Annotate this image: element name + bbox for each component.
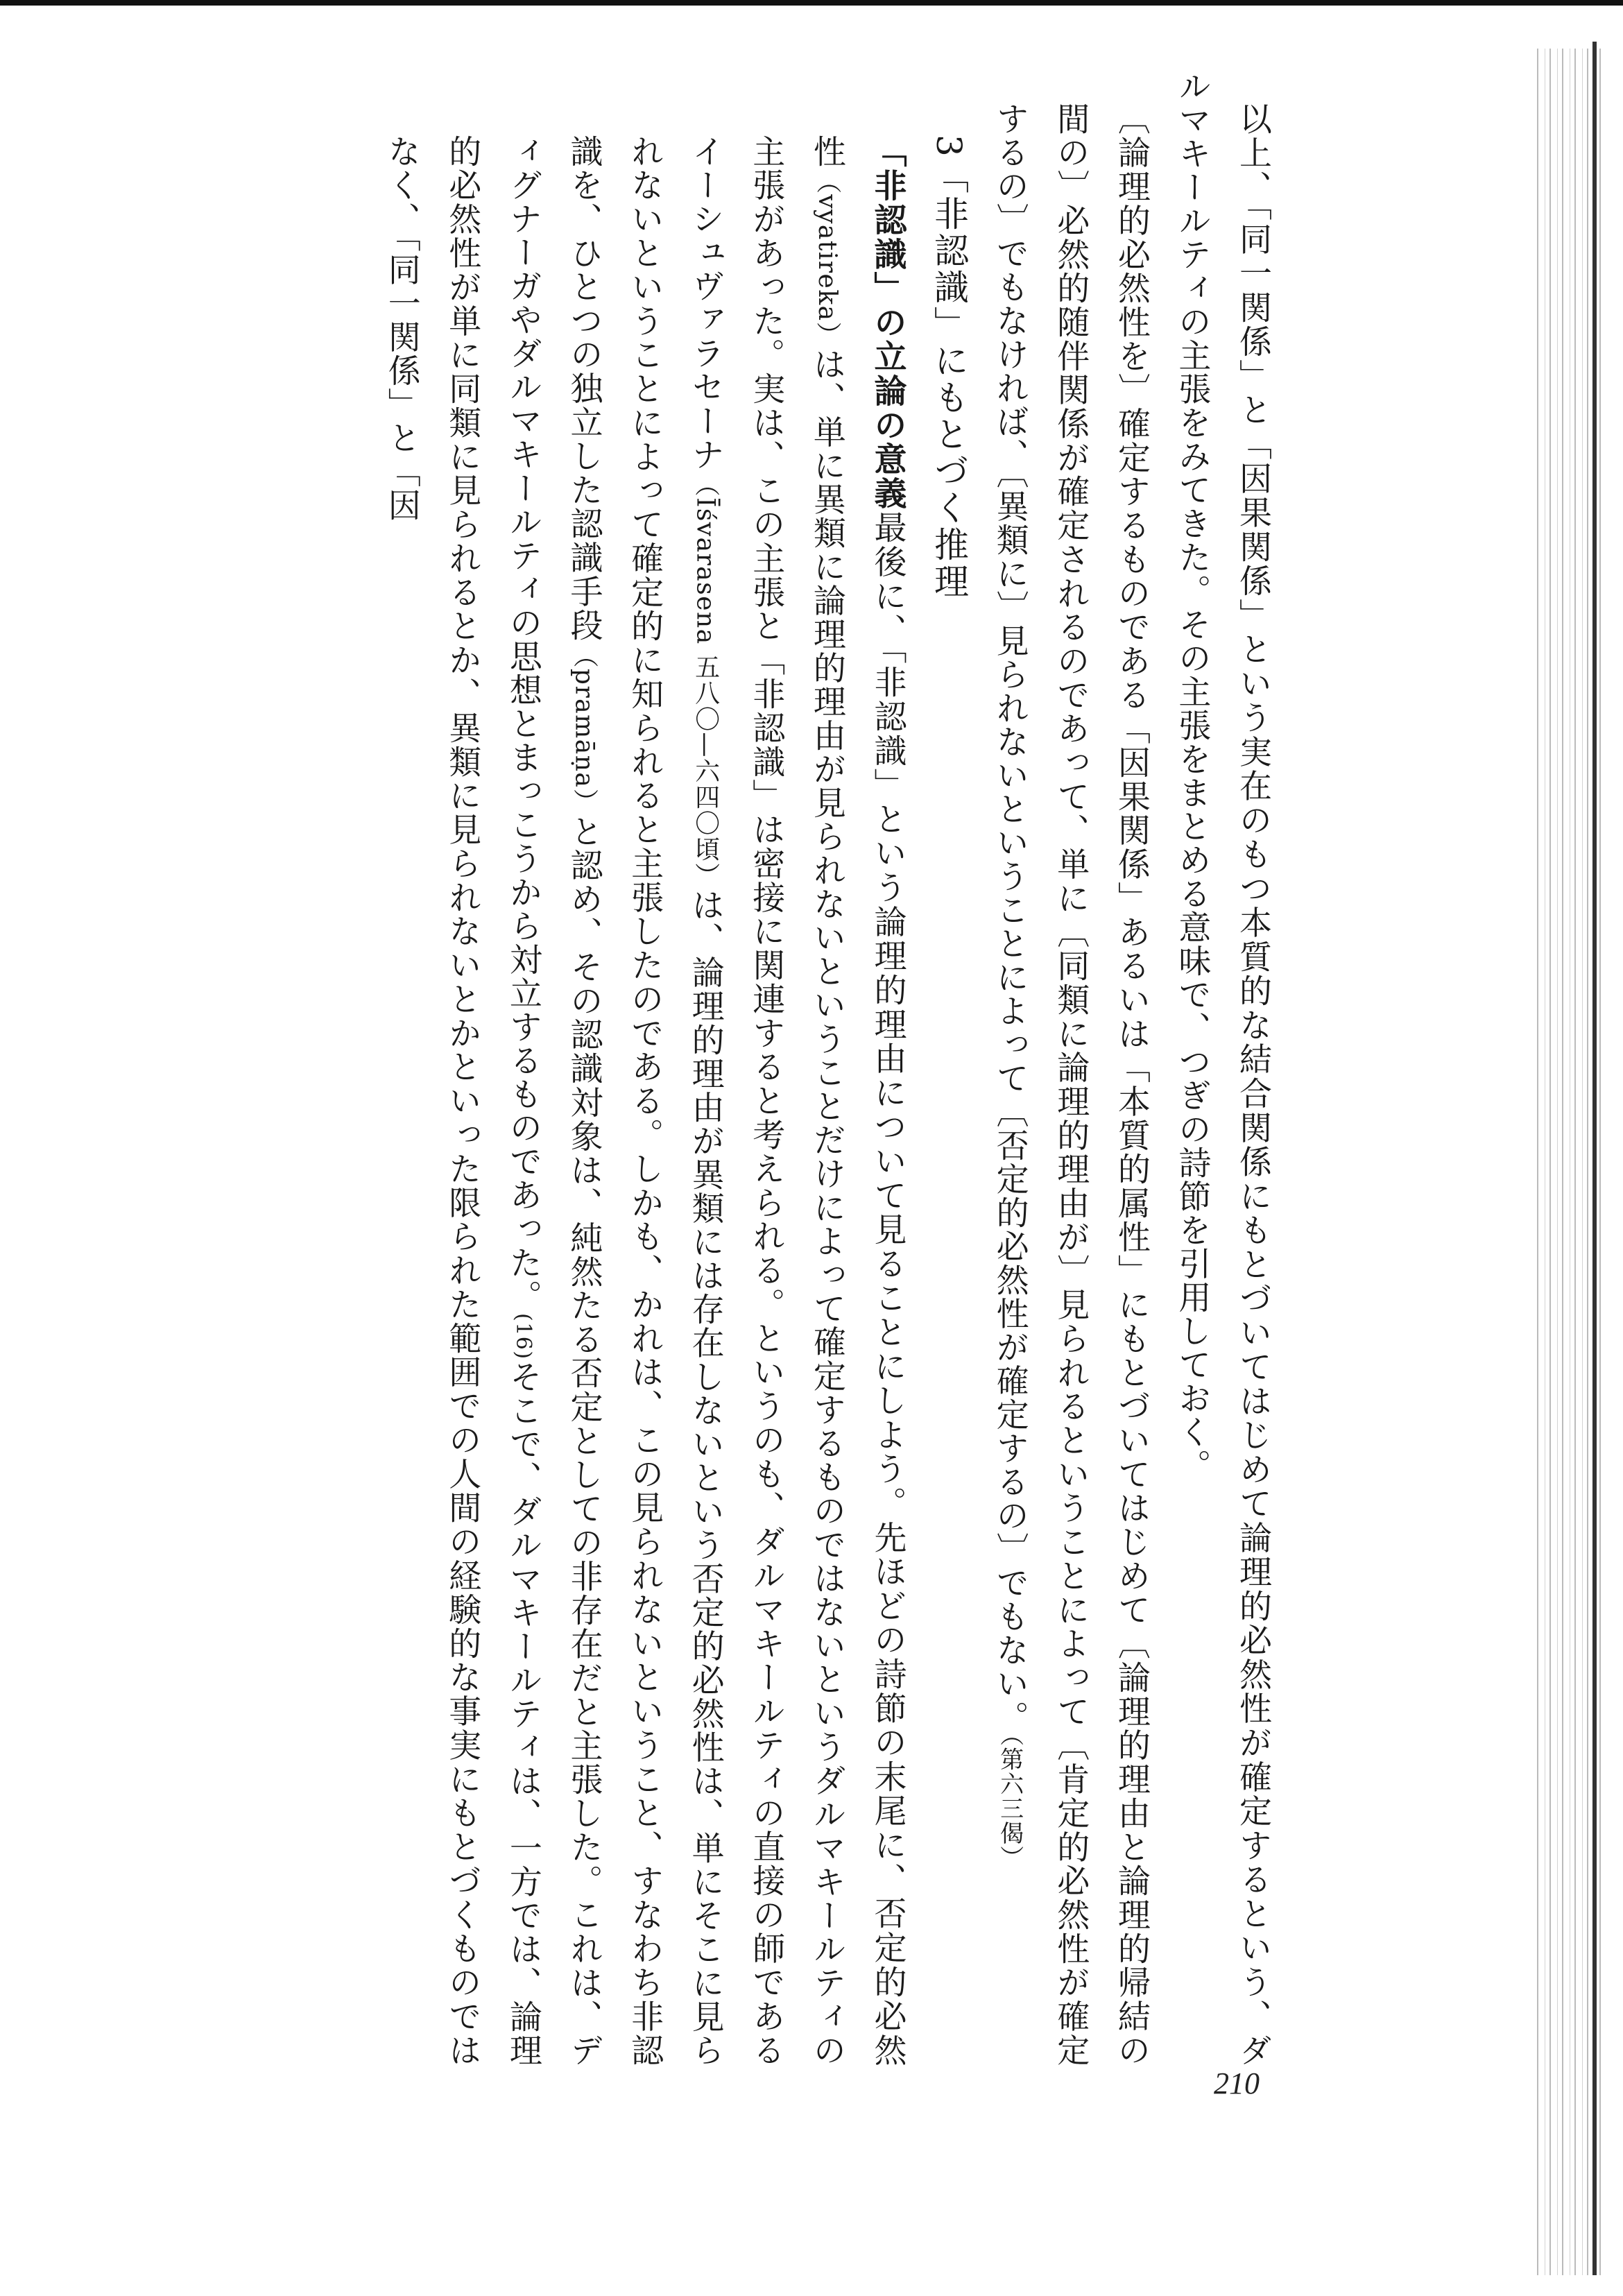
paragraph-text-a: 最後に、「非認識」という論理的理由について見ることにしよう。先ほどの詩節の末尾に、否定的必然性	[807, 135, 907, 2068]
page-body	[371, 69, 1283, 2067]
verse-quotation-text	[979, 102, 1162, 2067]
paragraph-intro-text: 以上、「同一関係」と「因果関係」という実在のもつ本質的な結合関係にもとづいてはじめて論理的必然性が確定するという、ダルマキールティの主張をみてきた。その主張をまとめる意味で、つぎの詩節を引用しておく。	[1173, 69, 1272, 2067]
paragraph-text-d: と認め、その認識対象は、純然たる否定としての非存在だと主張した。これは、ディグナーガやダルマキールティの思想とまっこうから対立するものであった。	[504, 135, 603, 2068]
section-heading	[918, 69, 979, 2067]
term-vyatireka: （vyatireka）	[812, 168, 841, 348]
top-edge-rule	[0, 0, 1623, 6]
footnote-reference: (16)	[510, 1313, 535, 1360]
binding-edge-line	[1592, 42, 1597, 2275]
paragraph-text-e: そこで、ダルマキールティは、一方では、論理的必然性が単に同類に見られるとか、異類に見られないとかといった限られた範囲での人間の経験的な事実にもとづくものではなく、「同一関係」と「因	[382, 135, 542, 2068]
paragraph-text-b: は、単に異類に論理的理由が見られないということだけによって確定するものではないというダルマキールティの主張があった。実は、この主張と「非認識」は密接に関連すると考えられる。というのも、ダルマキールティの直接の師であるイーシュヴァラセーナ	[686, 135, 846, 2068]
page-number: 210	[1214, 2066, 1260, 2100]
section-number: 3	[929, 135, 970, 159]
paragraph-intro	[1162, 69, 1283, 2067]
section-title: 「非認識」にもとづく推理	[929, 158, 970, 600]
run-in-heading: 「非認識」の立論の意義	[868, 135, 907, 511]
term-isvarasena: （Īśvarasena 五八〇—六四〇頃）	[691, 471, 720, 889]
verse-text: 〔論理的必然性を〕確定するものである「因果関係」あるいは「本質的属性」にもとづいてはじめて〔論理的理由と論理的帰結の間の〕必然的随伴関係が確定されるのであって、単に〔同類に論理的理由が〕見られるということによって〔肯定的必然性が確定するの〕でもなければ、〔異類に〕見られないということによって〔否定的必然性が確定するの〕でもない。	[990, 102, 1151, 2067]
verse-quotation	[979, 69, 1162, 2067]
paragraph-non-perception	[371, 69, 918, 2067]
term-pramana: （pramāṇa）	[569, 642, 599, 815]
paragraph-text-c: は、論理的理由が異類には存在しないという否定的必然性は、単にそこに見られないということによって確定的に知られると主張したのである。しかも、かれは、この見られないということ、すなわち非認識を、ひとつの独立した認識手段	[565, 135, 725, 2068]
verse-reference: （第六三偈）	[995, 1734, 1024, 1870]
